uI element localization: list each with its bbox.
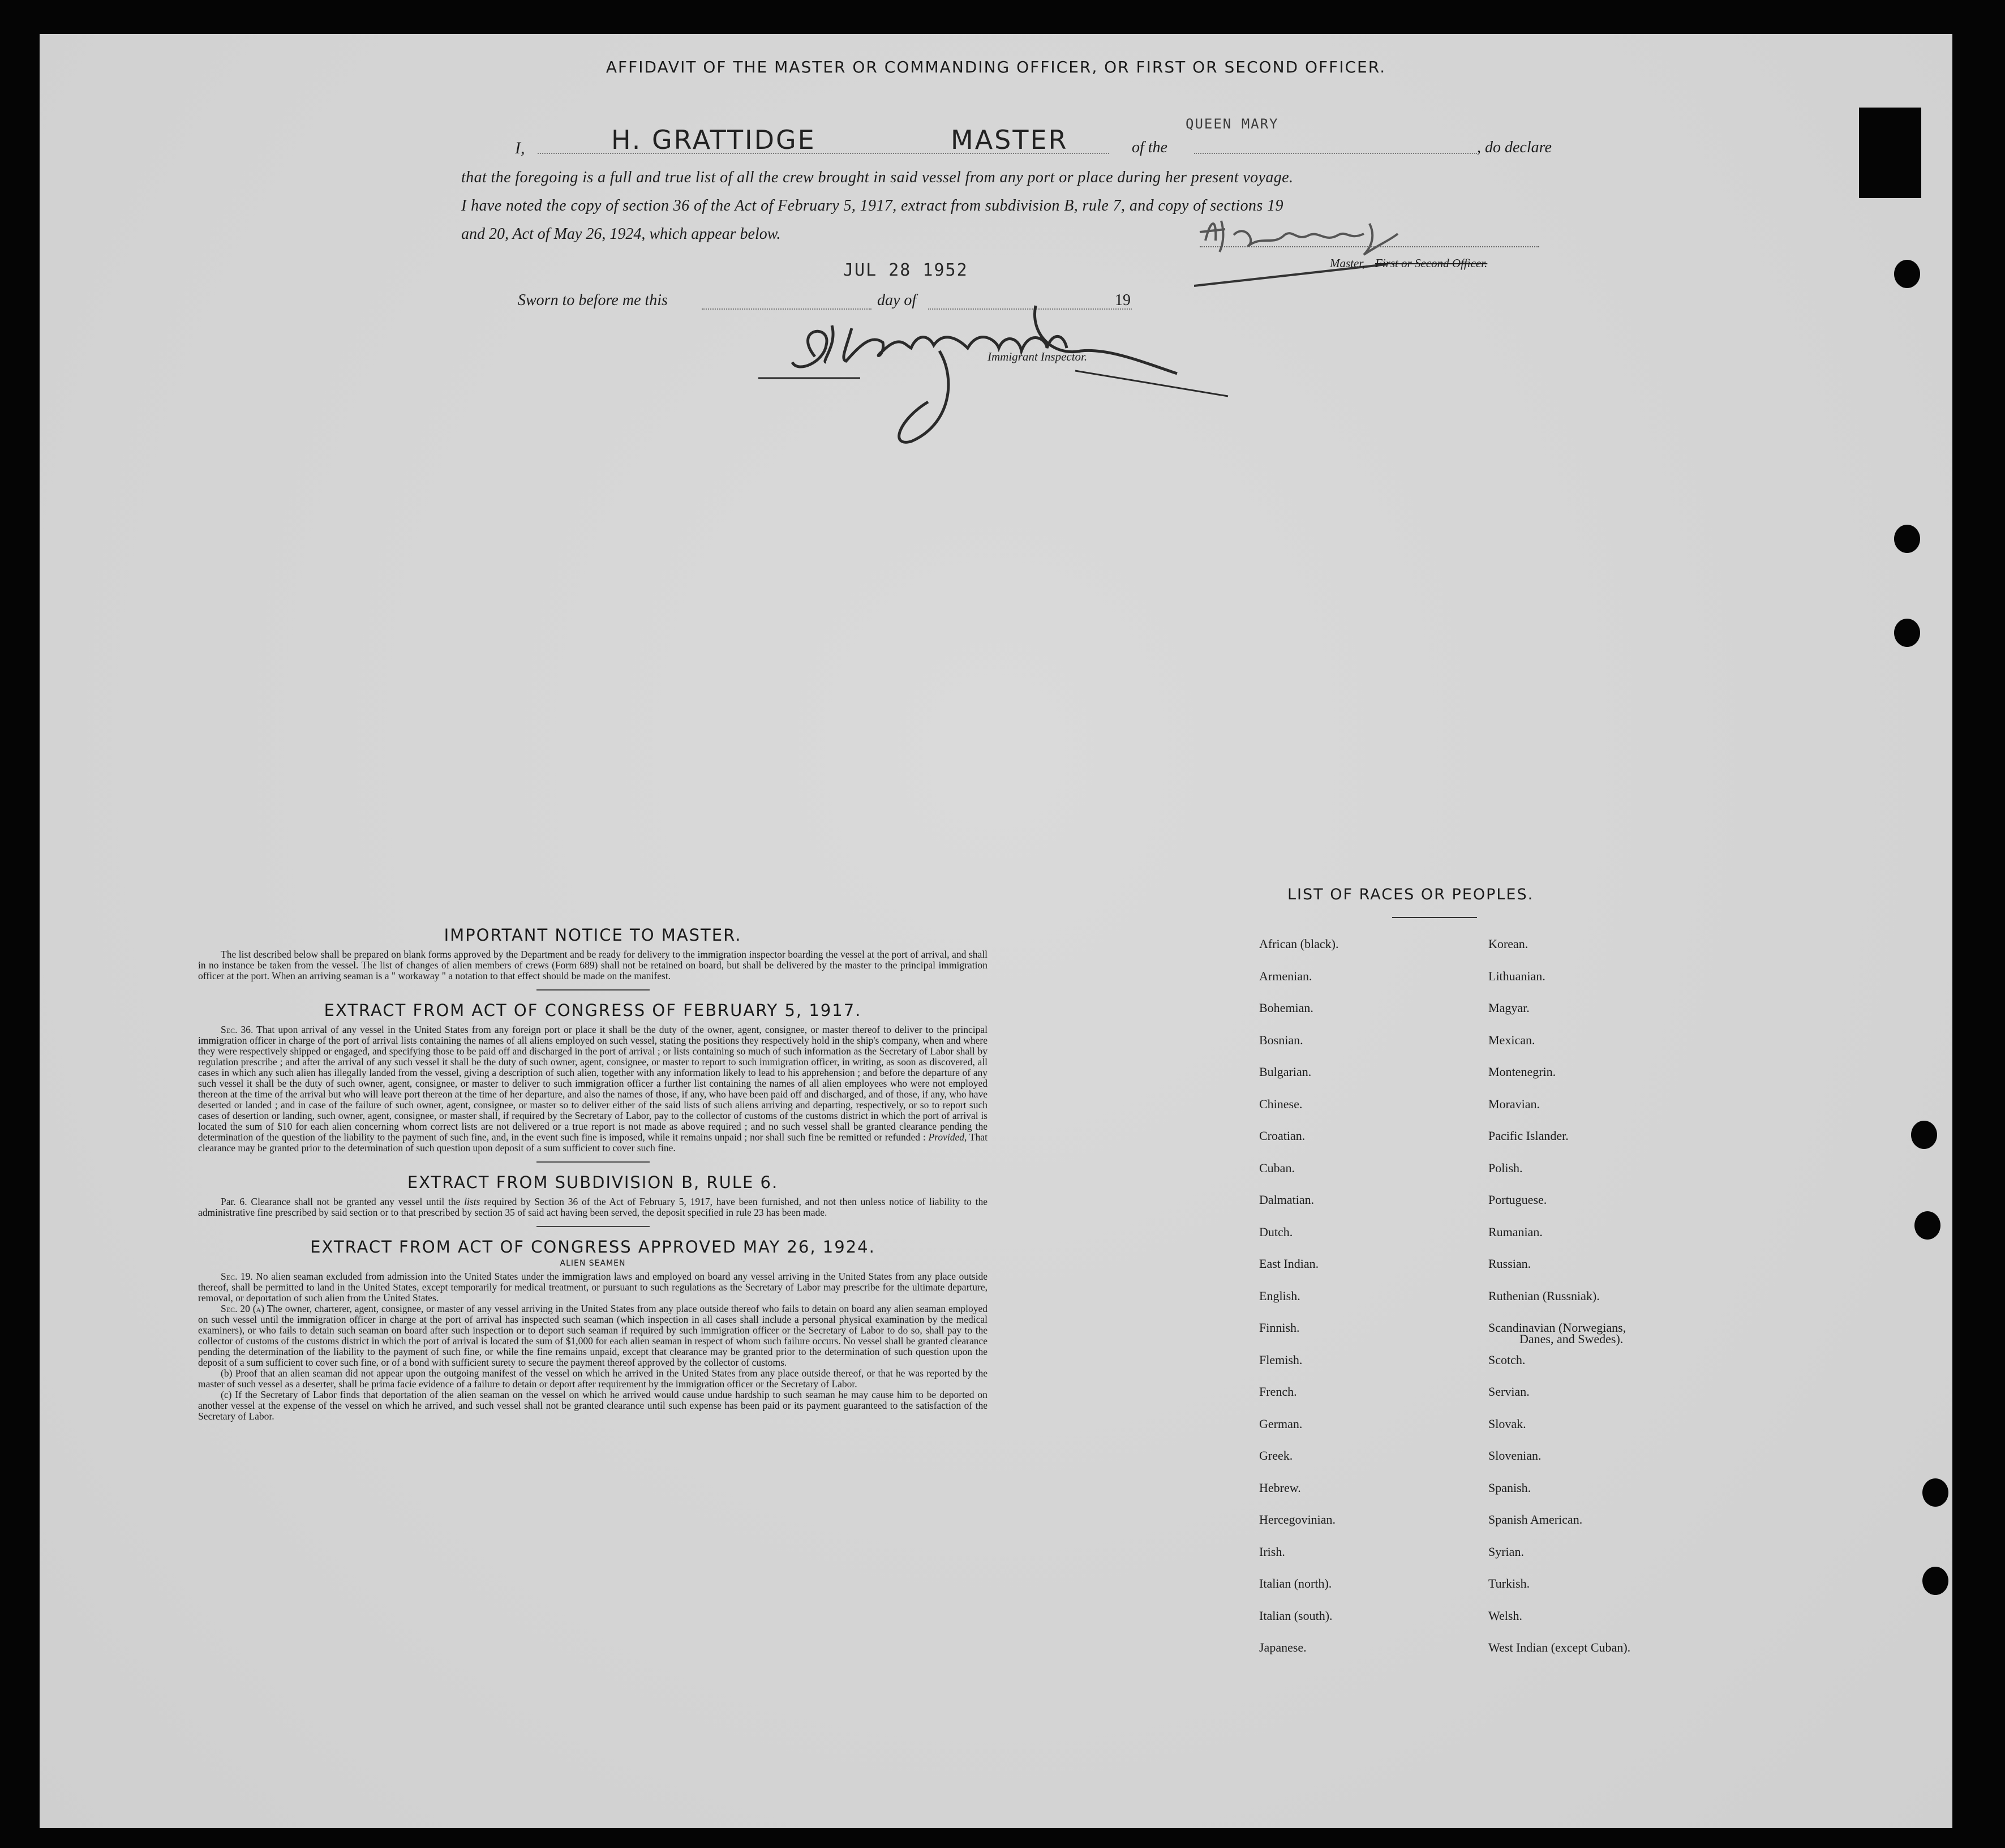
race-right-19: Syrian. xyxy=(1488,1544,1524,1559)
punch-hole xyxy=(1894,260,1920,288)
extract-1924-subtitle: ALIEN SEAMEN xyxy=(560,1259,626,1268)
vessel-name-stamp: QUEEN MARY xyxy=(1186,116,1279,132)
race-right-5: Moravian. xyxy=(1488,1096,1540,1111)
race-right-13: Scotch. xyxy=(1488,1352,1526,1367)
races-title-rule xyxy=(1392,917,1477,918)
race-right-20: Turkish. xyxy=(1488,1576,1530,1590)
extract-1924-title: EXTRACT FROM ACT OF CONGRESS APPROVED MAY 26, 1924. xyxy=(310,1237,875,1257)
dark-notch xyxy=(1859,108,1921,198)
race-left-21: Italian (south). xyxy=(1259,1608,1333,1623)
extract-1924-sec20b: (b) Proof that an alien seaman did not appear upon the outgoing manifest of the vessel on which he arrived in the United States from any place outside thereof, or that he was reported by the master of such vessel as a deserter, shall be prima facie evidence of a failure to detain or deport after requirement by the immigration officer or the Secretary of Labor. xyxy=(198,1367,988,1390)
punch-hole xyxy=(1911,1121,1937,1149)
race-right-3: Mexican. xyxy=(1488,1032,1535,1047)
race-right-8: Portuguese. xyxy=(1488,1193,1547,1207)
race-right-0: Korean. xyxy=(1488,937,1529,951)
punch-hole xyxy=(1922,1567,1948,1595)
race-continuation: Danes, and Swedes). xyxy=(1519,1332,1624,1346)
race-left-2: Bohemian. xyxy=(1259,1001,1313,1015)
race-left-17: Hebrew. xyxy=(1259,1480,1301,1495)
race-right-4: Montenegrin. xyxy=(1488,1065,1556,1079)
master-signature-line xyxy=(1200,246,1539,247)
punch-hole xyxy=(1922,1478,1948,1507)
day-of-label: day of xyxy=(877,291,917,309)
notice-title: IMPORTANT NOTICE TO MASTER. xyxy=(444,925,742,945)
notice-body: The list described below shall be prepared on blank forms approved by the Department and be ready for delivery to the immigration inspector boarding the vessel at the port of arrival, and shall in no instance be taken from the vessel. The list of changes of alien members of crews (Form 689) shall not be retained on board, but shall be delivered by the master to the principal immigration officer at the port. When an arriving seaman is a " workaway " a notation to that effect should be made on the manifest. xyxy=(198,949,988,981)
year-suffix: 19 xyxy=(1115,291,1131,309)
legal-text-column xyxy=(198,925,988,1422)
race-left-12: Finnish. xyxy=(1259,1320,1300,1335)
race-left-19: Irish. xyxy=(1259,1544,1285,1559)
race-right-12: Scandinavian (Norwegians, xyxy=(1488,1320,1626,1335)
master-rank-handwritten: MASTER xyxy=(951,125,1068,155)
race-right-9: Rumanian. xyxy=(1488,1224,1543,1239)
race-left-6: Croatian. xyxy=(1259,1129,1306,1143)
race-right-6: Pacific Islander. xyxy=(1488,1129,1569,1143)
divider-2 xyxy=(536,1161,650,1163)
divider-1 xyxy=(536,989,650,991)
race-left-10: East Indian. xyxy=(1259,1257,1319,1271)
extract-1917-title: EXTRACT FROM ACT OF CONGRESS OF FEBRUARY 5, 1917. xyxy=(324,1001,862,1020)
punch-hole xyxy=(1894,525,1920,553)
race-right-22: West Indian (except Cuban). xyxy=(1488,1640,1631,1654)
do-declare-label: , do declare xyxy=(1477,139,1552,156)
date-stamp: JUL 28 1952 xyxy=(843,260,968,280)
of-the-label: of the xyxy=(1132,139,1167,156)
race-right-17: Spanish. xyxy=(1488,1480,1531,1495)
race-right-7: Polish. xyxy=(1488,1160,1523,1175)
vessel-blank-line xyxy=(1194,153,1477,154)
race-right-21: Welsh. xyxy=(1488,1608,1522,1623)
extract-1924-sec20a: Sec. 20 (a) The owner, charterer, agent, consignee, or master of any vessel arriving in the United States from any place outside thereof who fails to detain on board any alien seaman employed on such vessel until the immigration officer in charge at the port of arrival has inspected such seaman (which inspection in all cases shall include a personal physical examination by the medical examiners), or who fails to detain such seaman on board after such inspection or to deport such seaman if required by such immigration officer or the Secretary of Labor to do so, shall pay to the collector of customs of the customs district in which the port of arrival is located the sum of $1,000 for each alien seaman in respect of whom such failure occurs. No vessel shall be granted clearance pending the determination of the liability to the payment of such fine, or while the fine remains unpaid, except that clearance may be granted prior to the determination of such question upon the deposit of a sum sufficient to cover such fine, or of a bond with sufficient surety to secure the payment thereof approved by the collector of customs. xyxy=(198,1303,988,1368)
inspector-caption: Immigrant Inspector. xyxy=(988,350,1088,363)
race-left-18: Hercegovinian. xyxy=(1259,1512,1336,1527)
race-left-11: English. xyxy=(1259,1288,1300,1303)
extract-1924-sec19: Sec. 19. No alien seaman excluded from admission into the United States under the immigration laws and employed on board any vessel arriving in the United States from any place outside thereof, shall be permitted to land in the United States, except temporarily for medical treatment, or pursuant to such regulations as the Secretary of Labor may prescribe for the ultimate departure, removal, or deportation of such alien from the United States. xyxy=(198,1271,988,1304)
extract-rule6-body: Par. 6. Clearance shall not be granted any vessel until the lists required by Section 36 of the Act of February 5, 1917, have been furnished, and not then unless notice of liability to the administrative fine prescribed by said section or to that prescribed by section 35 of said act having been served, the deposit specified in rule 23 has been made. xyxy=(198,1196,988,1218)
race-left-4: Bulgarian. xyxy=(1259,1065,1312,1079)
race-left-14: French. xyxy=(1259,1384,1297,1399)
race-left-8: Dalmatian. xyxy=(1259,1193,1315,1207)
race-left-15: German. xyxy=(1259,1416,1303,1431)
punch-hole xyxy=(1914,1211,1940,1240)
race-right-1: Lithuanian. xyxy=(1488,968,1545,983)
affidavit-line2: that the foregoing is a full and true list of all the crew brought in said vessel from any port or place during her present voyage. xyxy=(461,169,1294,186)
race-right-18: Spanish American. xyxy=(1488,1512,1583,1527)
race-left-13: Flemish. xyxy=(1259,1352,1303,1367)
affidavit-line4: and 20, Act of May 26, 1924, which appear below. xyxy=(461,225,781,243)
affidavit-line3: I have noted the copy of section 36 of the Act of February 5, 1917, extract from subdivision B, rule 7, and copy of sections 19 xyxy=(461,197,1283,215)
extract-1917-body: Sec. 36. That upon arrival of any vessel in the United States from any foreign port or place it shall be the duty of the owner, agent, consignee, or master thereof to deliver to the principal immigration officer in charge of the port of arrival lists containing the names of all aliens employed on such vessel, stating the positions they respectively hold in the ship's company, when and where they were respectively shipped or engaged, and specifying those to be paid off and discharged in the port of arrival ; or lists containing so much of such information as the Secretary of Labor shall by regulation prescribe ; and after the arrival of any such vessel it shall be the duty of such owner, agent, consignee, or master to report to such immigration officer, in writing, as soon as discovered, all cases in which any such alien has illegally landed from the vessel, giving a description of such alien, together with any information likely to lead to his apprehension ; and before the departure of any such vessel it shall be the duty of such owner, agent, consignee, or master to deliver to such immigration officer a further list containing the names of all alien employees who were not employed thereon at the time of the arrival but who will leave port thereon at the time of her departure, and also the names of those, if any, who have been paid off and discharged, and of those, if any, who have deserted or landed ; and in case of the failure of such owner, agent, consignee, or master so to deliver either of the said lists of such aliens arriving and departing, respectively, or so to report such cases of desertion or landing, such owner, agent, consignee, or master shall, if required by the Secretary of Labor, pay to the collector of customs of the customs district in which the port of arrival is located the sum of $10 for each alien concerning whom correct lists are not delivered or a true report is not made as above required ; and no such vessel shall be granted clearance pending the determination of the question of the liability to the payment of such fine, and, in the event such fine is imposed, while it remains unpaid ; nor shall such fine be remitted or refunded : Provided, That clearance may be granted prior to the determination of such question upon deposit of a sum sufficient to cover such fine. xyxy=(198,1024,988,1154)
race-left-20: Italian (north). xyxy=(1259,1576,1332,1590)
race-right-14: Servian. xyxy=(1488,1384,1530,1399)
race-right-10: Russian. xyxy=(1488,1257,1531,1271)
races-title: LIST OF RACES OR PEOPLES. xyxy=(1287,886,1534,903)
race-left-22: Japanese. xyxy=(1259,1640,1307,1654)
extract-rule6-title: EXTRACT FROM SUBDIVISION B, RULE 6. xyxy=(407,1173,779,1192)
race-left-5: Chinese. xyxy=(1259,1096,1303,1111)
race-left-9: Dutch. xyxy=(1259,1224,1293,1239)
race-right-16: Slovenian. xyxy=(1488,1448,1542,1463)
document-sheet xyxy=(40,34,1952,1828)
sworn-text: Sworn to before me this xyxy=(518,291,668,309)
race-right-15: Slovak. xyxy=(1488,1416,1526,1431)
punch-hole xyxy=(1894,619,1920,647)
race-left-3: Bosnian. xyxy=(1259,1032,1303,1047)
race-right-2: Magyar. xyxy=(1488,1001,1530,1015)
master-caption: Master, xyxy=(1330,256,1366,270)
race-left-16: Greek. xyxy=(1259,1448,1293,1463)
inspector-signature xyxy=(713,294,1239,453)
extract-1924-sec20c: (c) If the Secretary of Labor finds that deportation of the alien seaman on the vessel on which he arrived would cause undue hardship to such seaman he may cause him to be deported on another vessel at the expense of the vessel on which he arrived, and such vessel shall not be granted clearance until such expense has been paid or its payment guaranteed to the satisfaction of the Secretary of Labor. xyxy=(198,1389,988,1422)
race-right-11: Ruthenian (Russniak). xyxy=(1488,1288,1600,1303)
race-left-1: Armenian. xyxy=(1259,968,1312,983)
race-left-7: Cuban. xyxy=(1259,1160,1295,1175)
struck-officer-caption: First or Second Officer. xyxy=(1375,256,1488,270)
affidavit-line1-prefix: I, xyxy=(515,139,525,157)
affidavit-title: AFFIDAVIT OF THE MASTER OR COMMANDING OFFICER, OR FIRST OR SECOND OFFICER. xyxy=(606,58,1386,76)
race-left-0: African (black). xyxy=(1259,937,1339,951)
divider-3 xyxy=(536,1226,650,1227)
master-name-handwritten: H. GRATTIDGE xyxy=(611,125,816,155)
